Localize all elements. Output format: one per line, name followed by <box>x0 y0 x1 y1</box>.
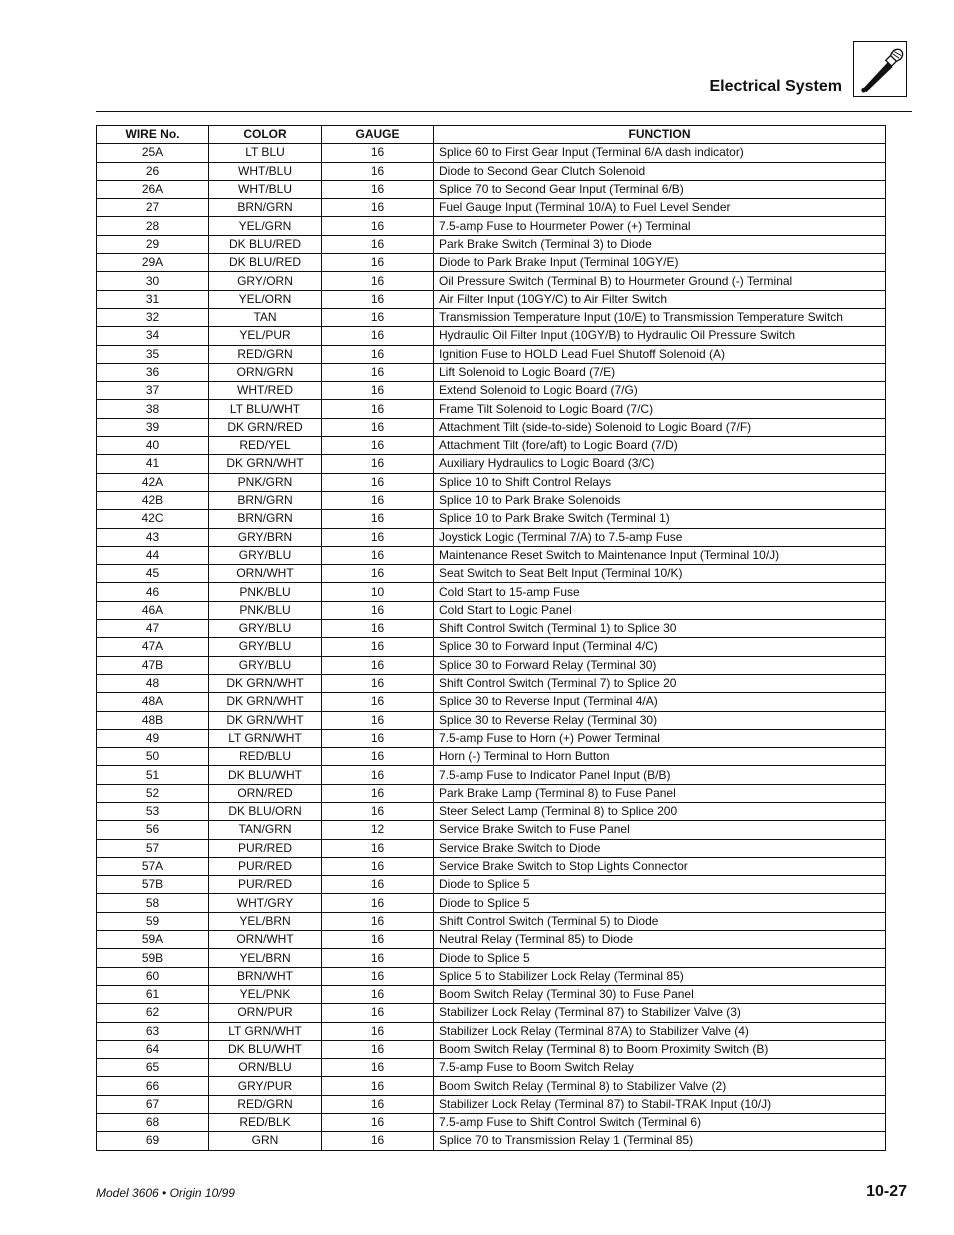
gauge-cell: 16 <box>322 1004 434 1022</box>
function-cell: Splice 30 to Forward Input (Terminal 4/C) <box>434 638 886 656</box>
function-cell: 7.5-amp Fuse to Shift Control Switch (Terminal 6) <box>434 1114 886 1132</box>
color-cell: GRY/BLU <box>209 620 322 638</box>
probe-tool-icon <box>853 41 907 97</box>
wire-number-cell: 59A <box>97 931 209 949</box>
gauge-cell: 16 <box>322 693 434 711</box>
wire-number-cell: 39 <box>97 418 209 436</box>
color-cell: ORN/GRN <box>209 363 322 381</box>
table-row <box>97 729 886 747</box>
color-cell: GRY/ORN <box>209 272 322 290</box>
color-cell: RED/BLK <box>209 1114 322 1132</box>
function-cell: Splice 30 to Reverse Relay (Terminal 30) <box>434 711 886 729</box>
function-cell: Diode to Splice 5 <box>434 949 886 967</box>
column-header-gauge: GAUGE <box>322 126 434 144</box>
wire-number-cell: 48B <box>97 711 209 729</box>
function-cell: 7.5-amp Fuse to Horn (+) Power Terminal <box>434 729 886 747</box>
gauge-cell: 16 <box>322 473 434 491</box>
wire-number-cell: 47B <box>97 656 209 674</box>
table-row <box>97 912 886 930</box>
gauge-cell: 16 <box>322 857 434 875</box>
wire-number-cell: 67 <box>97 1095 209 1113</box>
gauge-cell: 16 <box>322 235 434 253</box>
wire-number-cell: 51 <box>97 766 209 784</box>
color-cell: YEL/ORN <box>209 290 322 308</box>
wire-number-cell: 36 <box>97 363 209 381</box>
wire-number-cell: 46A <box>97 601 209 619</box>
wire-number-cell: 34 <box>97 327 209 345</box>
column-header-wire-no: WIRE No. <box>97 126 209 144</box>
gauge-cell: 16 <box>322 546 434 564</box>
table-row <box>97 674 886 692</box>
table-row <box>97 857 886 875</box>
wire-number-cell: 41 <box>97 455 209 473</box>
gauge-cell: 16 <box>322 876 434 894</box>
function-cell: Stabilizer Lock Relay (Terminal 87A) to Stabilizer Valve (4) <box>434 1022 886 1040</box>
color-cell: ORN/WHT <box>209 931 322 949</box>
gauge-cell: 12 <box>322 821 434 839</box>
function-cell: Cold Start to 15-amp Fuse <box>434 583 886 601</box>
table-row <box>97 437 886 455</box>
wire-number-cell: 69 <box>97 1132 209 1150</box>
table-row <box>97 1095 886 1113</box>
table-row <box>97 821 886 839</box>
color-cell: ORN/WHT <box>209 565 322 583</box>
wire-number-cell: 57A <box>97 857 209 875</box>
function-cell: Service Brake Switch to Fuse Panel <box>434 821 886 839</box>
function-cell: Shift Control Switch (Terminal 5) to Diode <box>434 912 886 930</box>
table-row <box>97 839 886 857</box>
table-row <box>97 711 886 729</box>
wire-number-cell: 45 <box>97 565 209 583</box>
color-cell: BRN/GRN <box>209 491 322 509</box>
wire-number-cell: 47 <box>97 620 209 638</box>
wire-number-cell: 29 <box>97 235 209 253</box>
table-row <box>97 546 886 564</box>
function-cell: Diode to Second Gear Clutch Solenoid <box>434 162 886 180</box>
gauge-cell: 16 <box>322 308 434 326</box>
color-cell: TAN <box>209 308 322 326</box>
table-row <box>97 199 886 217</box>
table-row <box>97 272 886 290</box>
function-cell: Splice 5 to Stabilizer Lock Relay (Terminal 85) <box>434 967 886 985</box>
gauge-cell: 16 <box>322 949 434 967</box>
color-cell: GRY/BLU <box>209 546 322 564</box>
function-cell: Splice 60 to First Gear Input (Terminal 6/A dash indicator) <box>434 144 886 162</box>
wire-number-cell: 43 <box>97 528 209 546</box>
color-cell: GRY/PUR <box>209 1077 322 1095</box>
function-cell: Shift Control Switch (Terminal 7) to Splice 20 <box>434 674 886 692</box>
wire-number-cell: 50 <box>97 748 209 766</box>
function-cell: Neutral Relay (Terminal 85) to Diode <box>434 931 886 949</box>
color-cell: RED/GRN <box>209 1095 322 1113</box>
function-cell: Park Brake Switch (Terminal 3) to Diode <box>434 235 886 253</box>
wire-number-cell: 52 <box>97 784 209 802</box>
wire-number-cell: 68 <box>97 1114 209 1132</box>
gauge-cell: 16 <box>322 217 434 235</box>
color-cell: PNK/GRN <box>209 473 322 491</box>
gauge-cell: 16 <box>322 272 434 290</box>
color-cell: DK BLU/RED <box>209 235 322 253</box>
color-cell: LT GRN/WHT <box>209 1022 322 1040</box>
wire-number-cell: 58 <box>97 894 209 912</box>
wire-number-cell: 61 <box>97 985 209 1003</box>
function-cell: Splice 10 to Shift Control Relays <box>434 473 886 491</box>
gauge-cell: 16 <box>322 528 434 546</box>
color-cell: PUR/RED <box>209 876 322 894</box>
table-row <box>97 528 886 546</box>
color-cell: DK BLU/WHT <box>209 1040 322 1058</box>
probe-tool-icon-graphic <box>854 42 906 96</box>
function-cell: Stabilizer Lock Relay (Terminal 87) to Stabilizer Valve (3) <box>434 1004 886 1022</box>
function-cell: Splice 30 to Reverse Input (Terminal 4/A) <box>434 693 886 711</box>
gauge-cell: 16 <box>322 327 434 345</box>
table-row <box>97 565 886 583</box>
gauge-cell: 16 <box>322 345 434 363</box>
color-cell: YEL/PUR <box>209 327 322 345</box>
table-row <box>97 254 886 272</box>
table-row <box>97 180 886 198</box>
function-cell: Ignition Fuse to HOLD Lead Fuel Shutoff Solenoid (A) <box>434 345 886 363</box>
wire-number-cell: 28 <box>97 217 209 235</box>
function-cell: Splice 30 to Forward Relay (Terminal 30) <box>434 656 886 674</box>
function-cell: Boom Switch Relay (Terminal 8) to Stabilizer Valve (2) <box>434 1077 886 1095</box>
function-cell: Boom Switch Relay (Terminal 8) to Boom Proximity Switch (B) <box>434 1040 886 1058</box>
gauge-cell: 16 <box>322 1077 434 1095</box>
wire-number-cell: 60 <box>97 967 209 985</box>
function-cell: Lift Solenoid to Logic Board (7/E) <box>434 363 886 381</box>
color-cell: BRN/GRN <box>209 510 322 528</box>
table-row <box>97 235 886 253</box>
wire-number-cell: 59 <box>97 912 209 930</box>
function-cell: Joystick Logic (Terminal 7/A) to 7.5-amp Fuse <box>434 528 886 546</box>
wire-number-cell: 31 <box>97 290 209 308</box>
color-cell: WHT/BLU <box>209 162 322 180</box>
function-cell: Fuel Gauge Input (Terminal 10/A) to Fuel Level Sender <box>434 199 886 217</box>
table-row <box>97 473 886 491</box>
color-cell: LT BLU/WHT <box>209 400 322 418</box>
wire-number-cell: 66 <box>97 1077 209 1095</box>
gauge-cell: 16 <box>322 674 434 692</box>
wire-number-cell: 47A <box>97 638 209 656</box>
color-cell: DK GRN/WHT <box>209 693 322 711</box>
table-row <box>97 382 886 400</box>
color-cell: DK BLU/WHT <box>209 766 322 784</box>
gauge-cell: 16 <box>322 565 434 583</box>
gauge-cell: 16 <box>322 1022 434 1040</box>
gauge-cell: 16 <box>322 1132 434 1150</box>
function-cell: Splice 70 to Transmission Relay 1 (Terminal 85) <box>434 1132 886 1150</box>
function-cell: Air Filter Input (10GY/C) to Air Filter Switch <box>434 290 886 308</box>
gauge-cell: 16 <box>322 180 434 198</box>
color-cell: DK BLU/ORN <box>209 802 322 820</box>
gauge-cell: 16 <box>322 802 434 820</box>
wire-number-cell: 40 <box>97 437 209 455</box>
gauge-cell: 16 <box>322 729 434 747</box>
wire-number-cell: 26A <box>97 180 209 198</box>
color-cell: GRN <box>209 1132 322 1150</box>
color-cell: YEL/PNK <box>209 985 322 1003</box>
color-cell: PUR/RED <box>209 857 322 875</box>
wire-number-cell: 49 <box>97 729 209 747</box>
gauge-cell: 16 <box>322 363 434 381</box>
table-row <box>97 1004 886 1022</box>
table-row <box>97 1059 886 1077</box>
color-cell: BRN/GRN <box>209 199 322 217</box>
wire-number-cell: 65 <box>97 1059 209 1077</box>
function-cell: Park Brake Lamp (Terminal 8) to Fuse Panel <box>434 784 886 802</box>
function-cell: Auxiliary Hydraulics to Logic Board (3/C) <box>434 455 886 473</box>
function-cell: Horn (-) Terminal to Horn Button <box>434 748 886 766</box>
wire-number-cell: 63 <box>97 1022 209 1040</box>
wire-number-cell: 48A <box>97 693 209 711</box>
color-cell: YEL/BRN <box>209 912 322 930</box>
function-cell: Diode to Splice 5 <box>434 876 886 894</box>
table-row <box>97 290 886 308</box>
color-cell: WHT/RED <box>209 382 322 400</box>
function-cell: Attachment Tilt (fore/aft) to Logic Board (7/D) <box>434 437 886 455</box>
function-cell: 7.5-amp Fuse to Hourmeter Power (+) Terminal <box>434 217 886 235</box>
gauge-cell: 16 <box>322 254 434 272</box>
table-row <box>97 693 886 711</box>
wire-number-cell: 26 <box>97 162 209 180</box>
table-row <box>97 638 886 656</box>
function-cell: 7.5-amp Fuse to Indicator Panel Input (B/B) <box>434 766 886 784</box>
table-row <box>97 217 886 235</box>
wire-number-cell: 35 <box>97 345 209 363</box>
wire-number-cell: 64 <box>97 1040 209 1058</box>
table-row <box>97 510 886 528</box>
color-cell: RED/YEL <box>209 437 322 455</box>
function-cell: Frame Tilt Solenoid to Logic Board (7/C) <box>434 400 886 418</box>
gauge-cell: 16 <box>322 455 434 473</box>
gauge-cell: 16 <box>322 894 434 912</box>
color-cell: RED/GRN <box>209 345 322 363</box>
gauge-cell: 16 <box>322 1114 434 1132</box>
wire-number-cell: 42C <box>97 510 209 528</box>
wire-number-cell: 29A <box>97 254 209 272</box>
gauge-cell: 16 <box>322 748 434 766</box>
wire-number-cell: 57B <box>97 876 209 894</box>
table-header-row <box>97 126 886 144</box>
color-cell: GRY/BRN <box>209 528 322 546</box>
color-cell: DK GRN/WHT <box>209 455 322 473</box>
gauge-cell: 16 <box>322 418 434 436</box>
function-cell: Hydraulic Oil Filter Input (10GY/B) to Hydraulic Oil Pressure Switch <box>434 327 886 345</box>
table-row <box>97 455 886 473</box>
table-row <box>97 308 886 326</box>
table-row <box>97 1040 886 1058</box>
function-cell: Service Brake Switch to Diode <box>434 839 886 857</box>
table-row <box>97 949 886 967</box>
function-cell: Shift Control Switch (Terminal 1) to Splice 30 <box>434 620 886 638</box>
wire-number-cell: 38 <box>97 400 209 418</box>
function-cell: Steer Select Lamp (Terminal 8) to Splice 200 <box>434 802 886 820</box>
color-cell: ORN/PUR <box>209 1004 322 1022</box>
gauge-cell: 10 <box>322 583 434 601</box>
gauge-cell: 16 <box>322 967 434 985</box>
footer-model-origin: Model 3606 • Origin 10/99 <box>96 1186 235 1200</box>
table-row <box>97 1077 886 1095</box>
table-row <box>97 583 886 601</box>
color-cell: RED/BLU <box>209 748 322 766</box>
table-row <box>97 620 886 638</box>
table-row <box>97 162 886 180</box>
wire-table <box>96 125 886 1151</box>
gauge-cell: 16 <box>322 199 434 217</box>
table-row <box>97 748 886 766</box>
color-cell: YEL/GRN <box>209 217 322 235</box>
gauge-cell: 16 <box>322 656 434 674</box>
color-cell: PNK/BLU <box>209 601 322 619</box>
wire-number-cell: 44 <box>97 546 209 564</box>
table-row <box>97 327 886 345</box>
gauge-cell: 16 <box>322 290 434 308</box>
function-cell: Maintenance Reset Switch to Maintenance Input (Terminal 10/J) <box>434 546 886 564</box>
table-row <box>97 802 886 820</box>
table-row <box>97 400 886 418</box>
color-cell: WHT/BLU <box>209 180 322 198</box>
function-cell: Seat Switch to Seat Belt Input (Terminal 10/K) <box>434 565 886 583</box>
table-row <box>97 363 886 381</box>
gauge-cell: 16 <box>322 144 434 162</box>
wire-number-cell: 30 <box>97 272 209 290</box>
color-cell: WHT/GRY <box>209 894 322 912</box>
column-header-color: COLOR <box>209 126 322 144</box>
gauge-cell: 16 <box>322 1040 434 1058</box>
wire-number-cell: 57 <box>97 839 209 857</box>
table-row <box>97 985 886 1003</box>
table-row <box>97 1132 886 1150</box>
gauge-cell: 16 <box>322 711 434 729</box>
color-cell: YEL/BRN <box>209 949 322 967</box>
gauge-cell: 16 <box>322 437 434 455</box>
function-cell: Cold Start to Logic Panel <box>434 601 886 619</box>
table-row <box>97 876 886 894</box>
function-cell: Stabilizer Lock Relay (Terminal 87) to Stabil-TRAK Input (10/J) <box>434 1095 886 1113</box>
table-row <box>97 766 886 784</box>
gauge-cell: 16 <box>322 839 434 857</box>
color-cell: GRY/BLU <box>209 656 322 674</box>
color-cell: ORN/RED <box>209 784 322 802</box>
gauge-cell: 16 <box>322 382 434 400</box>
gauge-cell: 16 <box>322 1095 434 1113</box>
function-cell: Boom Switch Relay (Terminal 30) to Fuse Panel <box>434 985 886 1003</box>
wire-number-cell: 53 <box>97 802 209 820</box>
gauge-cell: 16 <box>322 638 434 656</box>
page-number: 10-27 <box>866 1183 907 1200</box>
wire-number-cell: 27 <box>97 199 209 217</box>
function-cell: Splice 10 to Park Brake Solenoids <box>434 491 886 509</box>
table-body <box>97 144 886 1150</box>
gauge-cell: 16 <box>322 510 434 528</box>
color-cell: DK BLU/RED <box>209 254 322 272</box>
table-row <box>97 418 886 436</box>
gauge-cell: 16 <box>322 491 434 509</box>
gauge-cell: 16 <box>322 400 434 418</box>
function-cell: Transmission Temperature Input (10/E) to Transmission Temperature Switch <box>434 308 886 326</box>
table-row <box>97 491 886 509</box>
function-cell: Oil Pressure Switch (Terminal B) to Hourmeter Ground (-) Terminal <box>434 272 886 290</box>
gauge-cell: 16 <box>322 162 434 180</box>
function-cell: Splice 10 to Park Brake Switch (Terminal 1) <box>434 510 886 528</box>
wire-number-cell: 25A <box>97 144 209 162</box>
gauge-cell: 16 <box>322 1059 434 1077</box>
function-cell: Diode to Park Brake Input (Terminal 10GY/E) <box>434 254 886 272</box>
color-cell: DK GRN/RED <box>209 418 322 436</box>
wire-number-cell: 32 <box>97 308 209 326</box>
color-cell: DK GRN/WHT <box>209 674 322 692</box>
function-cell: Attachment Tilt (side-to-side) Solenoid to Logic Board (7/F) <box>434 418 886 436</box>
gauge-cell: 16 <box>322 766 434 784</box>
wire-number-cell: 48 <box>97 674 209 692</box>
function-cell: Diode to Splice 5 <box>434 894 886 912</box>
gauge-cell: 16 <box>322 985 434 1003</box>
gauge-cell: 16 <box>322 601 434 619</box>
table-row <box>97 1022 886 1040</box>
table-row <box>97 967 886 985</box>
header-divider <box>96 111 912 112</box>
wire-number-cell: 56 <box>97 821 209 839</box>
section-title: Electrical System <box>709 78 842 95</box>
table-row <box>97 784 886 802</box>
wire-number-cell: 37 <box>97 382 209 400</box>
table-row <box>97 1114 886 1132</box>
table-row <box>97 931 886 949</box>
color-cell: BRN/WHT <box>209 967 322 985</box>
column-header-function: FUNCTION <box>434 126 886 144</box>
table-row <box>97 894 886 912</box>
color-cell: PUR/RED <box>209 839 322 857</box>
function-cell: 7.5-amp Fuse to Boom Switch Relay <box>434 1059 886 1077</box>
function-cell: Splice 70 to Second Gear Input (Terminal 6/B) <box>434 180 886 198</box>
wire-number-cell: 59B <box>97 949 209 967</box>
color-cell: DK GRN/WHT <box>209 711 322 729</box>
gauge-cell: 16 <box>322 912 434 930</box>
color-cell: LT BLU <box>209 144 322 162</box>
wire-number-cell: 46 <box>97 583 209 601</box>
gauge-cell: 16 <box>322 784 434 802</box>
color-cell: GRY/BLU <box>209 638 322 656</box>
gauge-cell: 16 <box>322 931 434 949</box>
table-row <box>97 656 886 674</box>
table-row <box>97 345 886 363</box>
color-cell: ORN/BLU <box>209 1059 322 1077</box>
wire-number-cell: 62 <box>97 1004 209 1022</box>
table-row <box>97 601 886 619</box>
table-row <box>97 144 886 162</box>
wire-number-cell: 42A <box>97 473 209 491</box>
function-cell: Extend Solenoid to Logic Board (7/G) <box>434 382 886 400</box>
color-cell: PNK/BLU <box>209 583 322 601</box>
function-cell: Service Brake Switch to Stop Lights Connector <box>434 857 886 875</box>
gauge-cell: 16 <box>322 620 434 638</box>
color-cell: LT GRN/WHT <box>209 729 322 747</box>
wire-number-cell: 42B <box>97 491 209 509</box>
color-cell: TAN/GRN <box>209 821 322 839</box>
